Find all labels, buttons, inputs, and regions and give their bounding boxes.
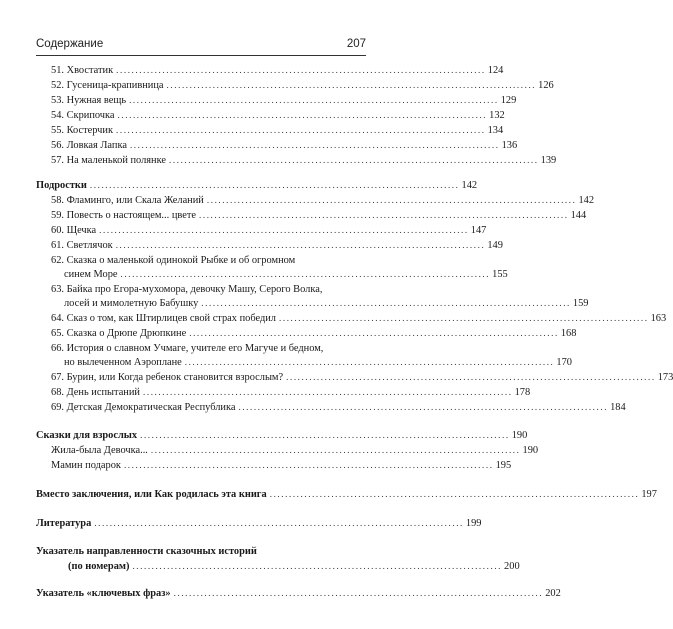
toc-entry-66-line1[interactable]: 66. История о славном Учмаге, учителе его Магуче и бедном, <box>51 343 324 354</box>
toc-entry-61[interactable]: 61. Светлячок ................................................................................................ 149 <box>51 240 503 251</box>
toc-entry-mothers-gift[interactable]: Мамин подарок ................................................................................................ 195 <box>51 460 512 471</box>
toc-section-index[interactable]: (по номерам) ................................................................................................ 200 <box>68 561 520 572</box>
toc-entry-59[interactable]: 59. Повесть о настоящем... цвете ................................................................................................ 144 <box>51 210 587 221</box>
toc-entry-52[interactable]: 52. Гусеница-крапивница ................................................................................................ 126 <box>51 80 554 91</box>
toc-entry-55[interactable]: 55. Костерчик ................................................................................................ 134 <box>51 125 504 136</box>
toc-entry-63-line1[interactable]: 63. Байка про Егора-мухомора, девочку Машу, Серого Волка, <box>51 284 323 295</box>
toc-section-conclusion[interactable]: Вместо заключения, или Как родилась эта книга ................................................................................................ 197 <box>36 489 657 500</box>
toc-entry-67[interactable]: 67. Бурин, или Когда ребенок становится взрослым? ................................................................................................ 173 <box>51 372 673 383</box>
toc-entry-57[interactable]: 57. На маленькой полянке ................................................................................................ 139 <box>51 155 557 166</box>
toc-entry-63[interactable]: лосей и мимолетную Бабушку ................................................................................................ 159 <box>64 298 589 309</box>
toc-section-index-line1[interactable]: Указатель направленности сказочных историй <box>36 546 257 557</box>
section-title: Содержание <box>36 38 104 50</box>
toc-entry-62-line1[interactable]: 62. Сказка о маленькой одинокой Рыбке и об огромном <box>51 255 296 266</box>
page-number: 207 <box>346 38 366 50</box>
toc-entry-51[interactable]: 51. Хвостатик ................................................................................................ 124 <box>51 65 504 76</box>
toc-entry-56[interactable]: 56. Ловкая Лапка ................................................................................................ 136 <box>51 140 518 151</box>
toc-entry-66[interactable]: но вылеченном Аэроплане ................................................................................................ 170 <box>64 357 572 368</box>
toc-section-literature[interactable]: Литература ................................................................................................ 199 <box>36 518 482 529</box>
toc-section-key-phrases[interactable]: Указатель «ключевых фраз» ................................................................................................ 202 <box>36 588 561 599</box>
toc-entry-60[interactable]: 60. Щечка ................................................................................................ 147 <box>51 225 487 236</box>
running-head <box>36 38 366 52</box>
toc-entry-girl[interactable]: Жила-была Девочка... ................................................................................................ 190 <box>51 445 539 456</box>
toc-section-teenagers[interactable]: Подростки ................................................................................................ 142 <box>36 180 478 191</box>
toc-entry-68[interactable]: 68. День испытаний ................................................................................................ 178 <box>51 387 531 398</box>
toc-entry-58[interactable]: 58. Фламинго, или Скала Желаний ................................................................................................ 142 <box>51 195 595 206</box>
toc-entry-65[interactable]: 65. Сказка о Дрюпе Дрюпкине ................................................................................................ 168 <box>51 328 577 339</box>
toc-entry-62[interactable]: синем Море ................................................................................................ 155 <box>64 269 508 280</box>
toc-entry-69[interactable]: 69. Детская Демократическая Республика ................................................................................................ 184 <box>51 402 626 413</box>
toc-entry-64[interactable]: 64. Сказ о том, как Штирлицев свой страх победил ................................................................................................ 163 <box>51 313 667 324</box>
toc-entry-53[interactable]: 53. Нужная вещь ................................................................................................ 129 <box>51 95 517 106</box>
header-rule <box>36 55 366 56</box>
toc-entry-54[interactable]: 54. Скрипочка ................................................................................................ 132 <box>51 110 505 121</box>
toc-section-adult-tales[interactable]: Сказки для взрослых ................................................................................................ 190 <box>36 430 528 441</box>
